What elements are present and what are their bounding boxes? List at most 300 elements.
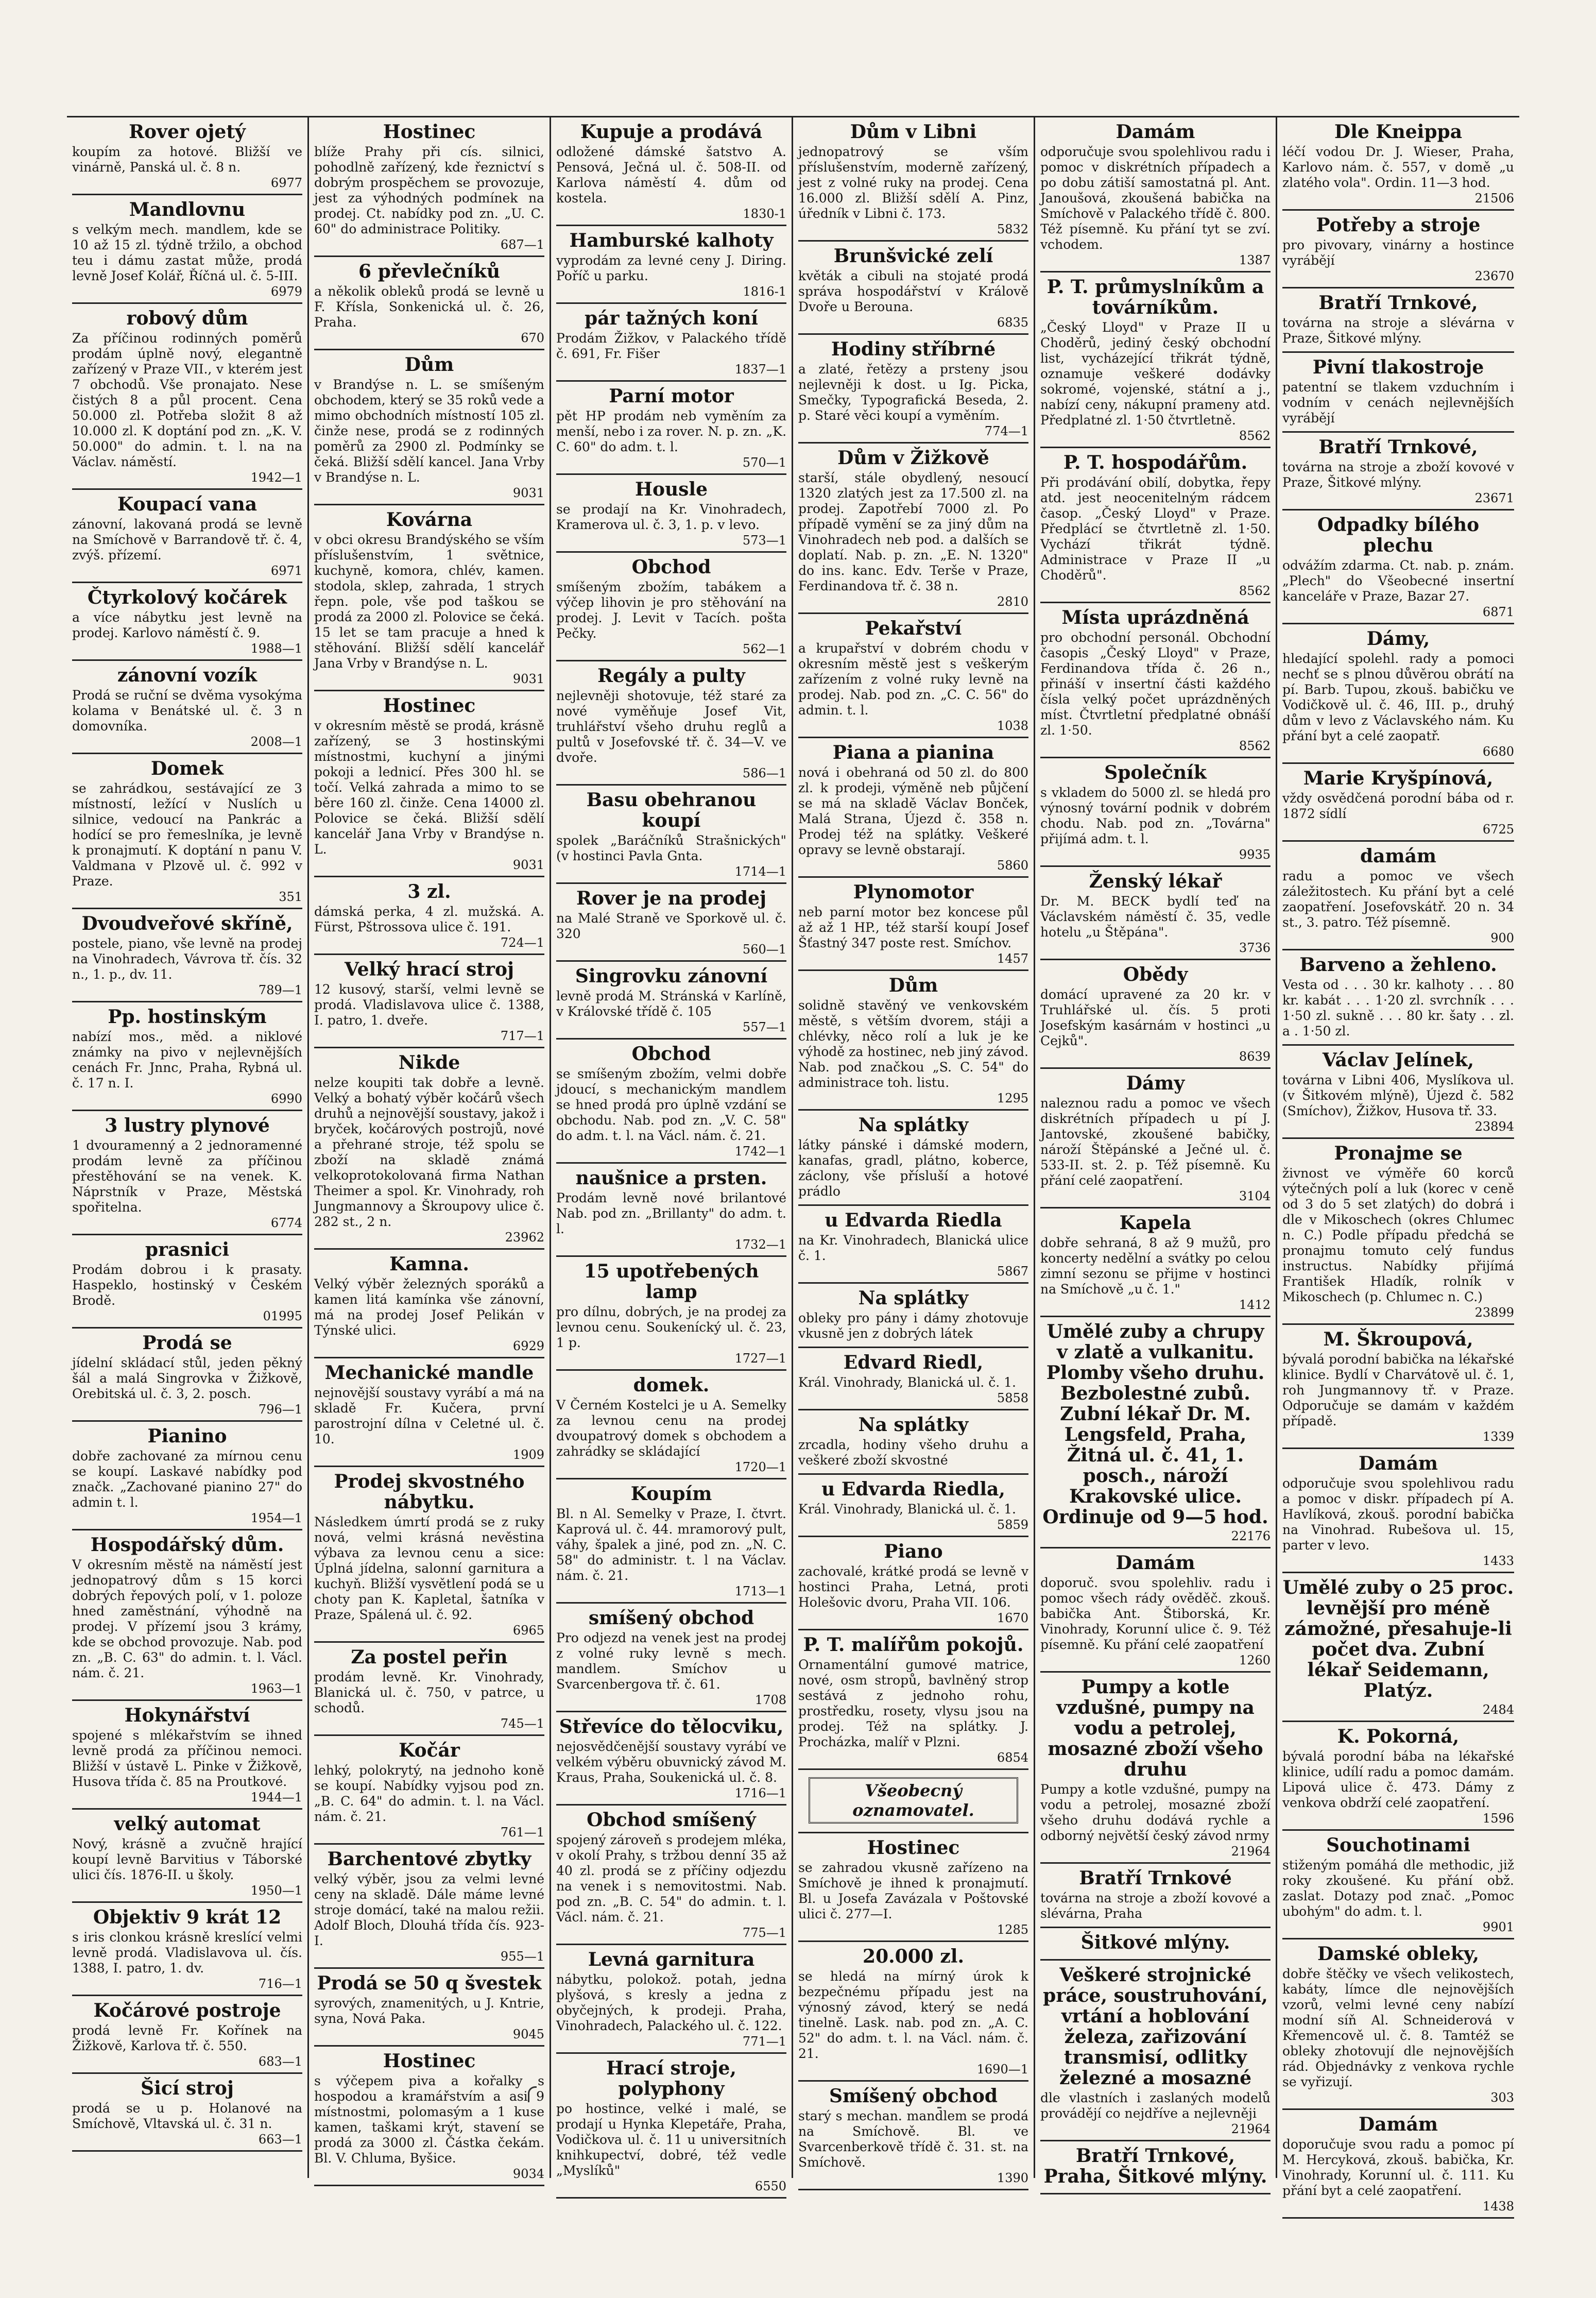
ad-text: nová i obehraná od 50 zl. do 800 zl. k prodeji, výměně neb půjčení se má na skladě Václav Bonček, Malá Strana, Újezd č. 358 n. Prodej též na splátky. Veškeré opravy se levně obstarají.	[798, 765, 1028, 857]
ad-heading: Barchentové zbytky	[327, 1848, 531, 1870]
classified-ad	[798, 1770, 1028, 1833]
ad-code: 1727—1	[734, 1351, 786, 1366]
ad-heading: Mandlovnu	[129, 199, 246, 220]
classified-ad	[798, 878, 1028, 971]
ad-heading: Dvoudveřové skříně,	[81, 913, 293, 934]
classified-ad	[1282, 1325, 1514, 1449]
classified-ad	[72, 304, 302, 490]
ad-heading: Prodá se 50 q švestek	[317, 1972, 542, 1994]
classified-ad	[1282, 1722, 1514, 1831]
ad-heading: Domek	[150, 758, 224, 779]
ad-code: 6550	[754, 2179, 786, 2193]
ad-text: po hostince, velké i malé, se prodají u Hynka Klepetáře, Praha, Vodičkova ul. č. 11 u universitních knihkupectví, dobré, též vedle „Myslíků"	[556, 2101, 786, 2178]
ad-text: se zahradou vkusně zařízeno na Smíchově je ihned k pronajmutí. Bl. u Josefa Zavázala v Poštovské ulici č. 277—I.	[798, 1860, 1028, 1921]
ad-code: 771—1	[742, 2034, 786, 2049]
ad-text: továrna v Libni 406, Myslíkova ul. (v Šitkovém mlýně), Újezd č. 582 (Smíchov), Žižkov, Husova tř. 33.	[1282, 1073, 1514, 1118]
ad-text: obleky pro pány i dámy zhotovuje vkusně jen z dobrých látek	[798, 1310, 1028, 1341]
ad-text: neb parní motor bez koncese půl až až 1 HP., též starší koupí Josef Šťastný 347 poste rest. Smíchov.	[798, 905, 1028, 950]
ad-text: Za příčinou rodinných poměrů prodám úplně nový, elegantně zařízený v Praze VII., v kterém jest 7 obchodů. Vše pronajato. Nese čistých 8 a půl procent. Cena 50.000 zl. Potřeba složit 8 až 10.000 zl. K doptání pod zn. „K. V. 50.000" do admin. t. l. na na Václav. náměstí.	[72, 331, 302, 469]
ad-text: Prodá se ruční se dvěma vysokýma kolama v Benátské ul. č. 3 n domovníka.	[72, 688, 302, 734]
ad-code: 573—1	[742, 533, 786, 548]
ad-text: odporučuje svou spolehlivou radu a pomoc v diskr. případech pí A. Havlíková, zkouš. porodní babička na Vinohrad. Rubešova ul. 15, parter v levo.	[1282, 1476, 1514, 1553]
classified-ad	[72, 1329, 302, 1422]
ad-text: pro pivovary, vinárny a hostince vyrábějí	[1282, 237, 1514, 268]
ad-code: 21964	[1231, 1844, 1271, 1859]
ad-code: 23899	[1474, 1305, 1514, 1320]
ad-heading: Na splátky	[858, 1287, 969, 1309]
ad-heading: 20.000 zl.	[863, 1946, 964, 1967]
ad-code: 3104	[1239, 1189, 1271, 1203]
ad-code: 761—1	[500, 1825, 544, 1840]
classified-ad	[556, 553, 786, 661]
ad-heading: Všeobecný oznamovatel.	[809, 1777, 1018, 1824]
ad-heading: Damám	[1116, 121, 1195, 143]
ad-code: 663—1	[258, 2132, 302, 2147]
ad-text: spojené s mlékařstvím se ihned levně prodá za příčinou nemoci. Bližší v ústavě L. Pinke v Žižkově, Husova třída č. 85 na Proutkové.	[72, 1728, 302, 1789]
ad-code: 6774	[270, 1216, 302, 1230]
ad-heading: Mechanické mandle	[324, 1362, 534, 1384]
ad-text: Následkem úmrtí prodá se z ruky nová, velmi krásná nevěstina výbava za levnou cenu a sice: Úplná jídelna, salonní garnitura a kuchyň. Bližší vysvětlení podá se u choty pan K. Kapletal, šatníka v Praze, Spálená ul. č. 92.	[314, 1514, 544, 1622]
ad-text: nábytku, polokož. potah, jedna plyšová, s kresly a jedna z obyčejných, k prodeji. Praha, Vinohradech, Palackého ul. č. 122.	[556, 1972, 786, 2033]
ad-code: 1942—1	[250, 470, 302, 485]
ad-text: zrcadla, hodiny všeho druhu a veškeré zboží skvostné	[798, 1437, 1028, 1468]
ad-code: 796—1	[258, 1402, 302, 1417]
ad-code: 6871	[1482, 605, 1514, 619]
ad-heading: Hospodářský dům.	[90, 1534, 284, 1556]
classified-ad	[798, 1630, 1028, 1770]
classified-ad	[556, 1479, 786, 1604]
ad-text: se prodají na Kr. Vinohradech, Kramerova ul. č. 3, 1. p. v levo.	[556, 502, 786, 532]
ad-code: 3736	[1239, 941, 1271, 955]
ad-code: 01995	[263, 1309, 302, 1323]
ad-text: 1 dvouramenný a 2 jednoramenné prodám levně za příčinou přestěhování se na venek. K. Náprstník v Praze, Městská spořitelna.	[72, 1138, 302, 1215]
ad-code: 2008—1	[250, 735, 302, 749]
classified-ad	[1040, 117, 1271, 273]
ad-text: domácí upravené za 20 kr. v Truhlářské ul. čís. 5 proti Josefským kasárnám v hostinci „u Cejků".	[1040, 987, 1271, 1048]
ad-text: a krupařství v dobrém chodu v okresním městě jest s veškerým zařízením z volné ruky levně na prodej. Nab. pod zn. „C. C. 56" do admin. t. l.	[798, 641, 1028, 718]
ad-text: dámská perka, 4 zl. mužská. A. Fürst, Pštrossova ulice č. 191.	[314, 904, 544, 934]
ad-heading: Dům v Žižkově	[837, 447, 989, 469]
classified-ad	[556, 2054, 786, 2199]
ad-text: Dr. M. BECK bydlí teď na Václavském náměstí č. 35, vedle hotelu „u Štěpána".	[1040, 894, 1271, 940]
ad-column	[1035, 117, 1277, 2187]
classified-ad	[798, 1833, 1028, 1942]
ad-heading: 15 upotřebených lamp	[584, 1261, 759, 1303]
ad-heading: 3 lustry plynové	[105, 1115, 270, 1136]
ad-code: 351	[279, 890, 302, 904]
classified-ad	[556, 475, 786, 553]
ad-heading: Na splátky	[858, 1414, 969, 1436]
ad-code: 1438	[1482, 2199, 1514, 2214]
ad-text: a několik obleků prodá se levně u F. Křísla, Sonkenická ul. č. 26, Praha.	[314, 284, 544, 330]
classified-ad	[72, 195, 302, 304]
classified-ad	[1282, 433, 1514, 510]
ad-column	[793, 117, 1035, 2185]
ad-code: 23670	[1474, 269, 1514, 283]
ad-code: 1295	[997, 1091, 1028, 1105]
classified-ad	[1040, 448, 1271, 603]
ad-text: patentní se tlakem vzduchním i vodním v cenách nejlevnějších vyrábějí	[1282, 380, 1514, 425]
ad-heading: Koupací vana	[117, 493, 258, 515]
ad-text: léčí vodou Dr. J. Wieser, Praha, Karlovo nám. č. 557, v domě „u zlatého vola". Ordin. 11—3 hod.	[1282, 144, 1514, 190]
classified-ad	[314, 1643, 544, 1736]
ad-code: 774—1	[984, 424, 1028, 438]
classified-ad	[72, 1996, 302, 2074]
ad-heading: Šicí stroj	[141, 2078, 234, 2099]
ad-text: 12 kusový, starší, velmi levně se prodá. Vladislavova ulice č. 1388, I. patro, 1. dveře.	[314, 982, 544, 1028]
ad-text: Prodám levně nové brilantové Nab. pod zn. „Brillanty" do adm. t. l.	[556, 1190, 786, 1236]
ad-code: 775—1	[742, 1926, 786, 1940]
classified-ad	[1040, 867, 1271, 960]
ad-text: Prodám dobrou i k prasaty. Haspeklo, hostinský v Českém Brodě.	[72, 1262, 302, 1308]
ad-code: 687—1	[500, 237, 544, 252]
ad-code: 557—1	[742, 1020, 786, 1034]
ad-heading: Umělé zuby o 25 proc. levnější pro méně zámožné, přesahuje-li počet dva. Zubní lékař Seidemann, Platýz.	[1282, 1577, 1514, 1701]
ad-heading: Prodá se	[142, 1332, 232, 1354]
ad-text: V Černém Kostelci je u A. Semelky za levnou cenu na prodej dvoupatrový domek s obchodem a zahrádky se skládající	[556, 1398, 786, 1459]
ad-code: 1720—1	[734, 1460, 786, 1474]
ad-text: blíže Prahy při cís. silnici, pohodlně zařízený, kde řeznictví s dobrým prospěchem se provozuje, jest za výhodných podmínek na prodej. Ct. nabídky pod zn. „U. C. 60" do administrace Politiky.	[314, 144, 544, 236]
ad-code: 1716—1	[734, 1786, 786, 1800]
classified-ad	[798, 2082, 1028, 2190]
classified-ad	[1282, 1939, 1514, 2110]
ad-code: 21964	[1231, 2122, 1271, 2136]
ad-heading: Potřeby a stroje	[1316, 214, 1481, 236]
ad-text: dobře štěčky ve všech velikostech, kabáty, límce dle nejnovějších vzorů, velmi levné ceny nabízí modní síň Al. Schneiderová v Křemencově ul. č. 8. Tamtéž se obleky zhotovují dle nejnovějších rád. Objednávky z venkova rychle se vyřizují.	[1282, 1966, 1514, 2089]
ad-text: pro dílnu, dobrých, je na prodej za levnou cenu. Soukenícký ul. č. 23, 1 p.	[556, 1304, 786, 1350]
ad-heading: Dům v Libni	[850, 121, 977, 143]
classified-ad	[1282, 2110, 1514, 2219]
ad-heading: M. Škroupová,	[1323, 1329, 1473, 1350]
ad-code: 8562	[1239, 584, 1271, 598]
classified-ad	[72, 1701, 302, 1810]
ad-code: 900	[1490, 931, 1514, 945]
ad-text: doporuč. svou spolehliv. radu i pomoc všech rády ověděč. zkouš. babička Ant. Štiborská, Kr. Vinohrady, Korunní ulice č. 9. Též písemně. Ku přání celé zaopatření	[1040, 1575, 1271, 1652]
classified-ad	[798, 614, 1028, 738]
classified-ad	[556, 884, 786, 962]
ad-heading: Edvard Riedl,	[843, 1352, 984, 1373]
ad-heading: Regály a pulty	[597, 665, 745, 687]
ad-heading: Parní motor	[609, 385, 734, 407]
ad-heading: Obchod	[631, 556, 711, 578]
ad-heading: Hostinec	[383, 2050, 476, 2072]
ad-heading: damám	[1360, 845, 1436, 867]
ad-text: v Brandýse n. L. se smíšeným obchodem, který se 35 roků vede a mimo obchodních místností 105 zl. činže nese, prodá se z rodinných poměrů za 2900 zl. Podmínky se čeká. Bližší sdělí kancel. Jana Vrby v Brandýse n. L.	[314, 377, 544, 485]
ad-text: levně prodá M. Stránská v Karlíně, v Královské třídě č. 105	[556, 989, 786, 1019]
ad-text: V okresním městě na náměstí jest jednopatrový dům s 15 korci dobrých řepových polí, v 1. poloze hned zaměstnání, výhodně na prodej. V přízemí jsou 3 krámy, kde se obchod provozuje. Nab. pod zn. „B. C. 63" do admin. t. l. Václ. nám. č. 21.	[72, 1557, 302, 1680]
ad-text: zachovalé, krátké prodá se levně v hostinci Praha, Letná, proti Holešovic dvoru, Praha VII. 106.	[798, 1564, 1028, 1610]
classified-ad	[72, 1810, 302, 1903]
classified-ad	[72, 909, 302, 1002]
ad-text: odložené dámské šatstvo A. Pensová, Ječná ul. č. 508-II. od Karlova náměstí 4. dům od kostela.	[556, 144, 786, 206]
classified-ad	[1282, 1831, 1514, 1939]
classified-ad	[72, 2074, 302, 2152]
ad-heading: Basu obehranou koupí	[586, 789, 757, 831]
classified-ad	[72, 661, 302, 754]
ad-text: nejlevněji shotovuje, též staré za nové vyměňuje Josef Vit, truhlářství všeho druhu reglů a pultů v Josefovské tř. č. 34—V. ve dvoře.	[556, 688, 786, 765]
ad-text: se hledá na mírný úrok k bezpečnému případu jest na výnosný závod, který se nedá tinelně. Lask. nab. pod zn. „A. C. 52" do adm. t. l. na Václ. nám. č. 21.	[798, 1969, 1028, 2061]
ad-code: 6854	[997, 1750, 1028, 1765]
ad-code: 1909	[512, 1448, 544, 1462]
ad-code: 9034	[512, 2167, 544, 2181]
classified-ad	[314, 2047, 544, 2186]
classified-ads-grid	[67, 116, 1519, 2214]
ad-code: 6971	[270, 564, 302, 578]
ad-code: 8562	[1239, 429, 1271, 443]
classified-ad	[556, 661, 786, 786]
ad-code: 6725	[1482, 822, 1514, 837]
ad-code: 1433	[1482, 1554, 1514, 1568]
ad-heading: Umělé zuby a chrupy v zlatě a vulkanitu. Plomby všeho druhu. Bezbolestné zubů. Zubní lékař Dr. M. Lengsfeld, Praha, Žitná ul. č. 41, 1. posch., nároží Krakovské ulice. Ordinuje od 9—5 hod.	[1042, 1321, 1268, 1528]
classified-ad	[72, 117, 302, 195]
ad-heading: Místa uprázdněná	[1061, 607, 1249, 628]
ad-text: vyprodám za levné ceny J. Diring. Poříč u parku.	[556, 253, 786, 283]
ad-code: 1260	[1239, 1653, 1271, 1667]
ad-text: starší, stále obydlený, nesoucí 1320 zlatých jest za 17.500 zl. na prodej. Zapotřebí 7000 zl. Po případě vymění se za jiný dům na Vinohradech neb pod. a dalších se doplatí. Nab. p. zn. „E. N. 1320" do ins. kanc. Edv. Terše v Praze, Ferdinandova tř. č. 38 n.	[798, 470, 1028, 593]
ad-heading: domek.	[633, 1374, 710, 1396]
ad-heading: 6 převlečníků	[358, 261, 500, 282]
ad-text: se smíšeným zbožím, velmi dobře jdoucí, s mechanickým mandlem se hned prodá pro úplně vzdání se obchodu. Nab. pod zn. „V. C. 58" do adm. t. l. na Václ. nám. č. 21.	[556, 1066, 786, 1143]
classified-ad	[798, 444, 1028, 614]
classified-ad	[1040, 2141, 1271, 2194]
ad-heading: Na splátky	[858, 1114, 969, 1136]
classified-ad	[314, 877, 544, 955]
ad-code: 2484	[1482, 1703, 1514, 1717]
ad-heading: Hostinec	[867, 1837, 960, 1859]
ad-heading: Dámy	[1126, 1073, 1185, 1094]
ad-heading: Kapela	[1119, 1212, 1192, 1234]
ad-code: 670	[521, 331, 544, 345]
classified-ad	[556, 1257, 786, 1371]
classified-ad	[314, 691, 544, 877]
classified-ad	[1282, 624, 1514, 764]
classified-ad	[314, 257, 544, 350]
ad-heading: Kupuje a prodává	[580, 121, 763, 143]
ad-code: 1387	[1239, 253, 1271, 267]
ad-code: 2810	[997, 594, 1028, 609]
classified-ad	[1040, 1864, 1271, 1928]
ad-text: doporučuje svou radu a pomoc pí M. Hercyková, zkouš. babička, Kr. Vinohrady, Korunní ul. č. 111. Ku přání byt a celé zaopatření.	[1282, 2137, 1514, 2198]
classified-ad	[1282, 764, 1514, 842]
ad-code: 6835	[997, 315, 1028, 330]
ad-text: lehký, polokrytý, na jednoho koně se koupí. Nabídky vyjsou pod zn. „B. C. 64" do admin. t. l. na Václ. nám. č. 21.	[314, 1763, 544, 1824]
ad-code: 716—1	[258, 1977, 302, 1991]
ad-code: 789—1	[258, 983, 302, 997]
classified-ad	[1040, 758, 1271, 867]
classified-ad	[556, 1712, 786, 1806]
classified-ad	[1282, 117, 1514, 211]
classified-ad	[798, 1942, 1028, 2082]
ad-text: továrna na stroje a zboží kovové v Praze, Šitkové mlýny.	[1282, 459, 1514, 490]
classified-ad	[556, 1040, 786, 1164]
classified-ad	[556, 786, 786, 884]
ad-heading: Rover je na prodej	[576, 888, 766, 909]
ad-heading: u Edvarda Riedla,	[821, 1478, 1005, 1500]
ad-heading: Václav Jelínek,	[1322, 1049, 1474, 1071]
classified-ad	[314, 1250, 544, 1358]
classified-ad	[314, 505, 544, 691]
ad-heading: Brunšvické zelí	[833, 245, 993, 267]
classified-ad	[556, 962, 786, 1040]
ad-code: 9901	[1482, 1920, 1514, 1934]
ad-heading: Pianino	[147, 1425, 227, 1447]
ad-text: radu a pomoc ve všech záležitostech. Ku přání byt a celé zaopatření. Josefovskátř. 20 n. 34 st., 3. patro. Též písemně.	[1282, 869, 1514, 930]
classified-ad	[1282, 1573, 1514, 1722]
classified-ad	[1282, 510, 1514, 624]
ad-heading: robový dům	[126, 308, 248, 329]
ad-code: 9935	[1239, 847, 1271, 862]
classified-ad	[556, 1806, 786, 1945]
classified-ad	[314, 350, 544, 505]
ad-text: spolek „Baráčníků Strašnických" (v hostinci Pavla Gnta.	[556, 833, 786, 863]
classified-ad	[798, 738, 1028, 878]
ad-text: živnost ve výměře 60 korců výtečných polí a luk (korec v ceně od 3 do 5 set zlatých) do dobrá i dle v Mikoschech (okres Chlumec n. C.) Podle případu předchá se pronajmu tomuto celý fundus instructus. Nabídky přijímá František Hladík, rolník v Mikoschech (p. Chlumec n. C.)	[1282, 1166, 1514, 1304]
ad-code: 1944—1	[250, 1790, 302, 1805]
ad-heading: Za postel peřin	[351, 1646, 508, 1668]
ad-heading: Souchotinami	[1326, 1834, 1470, 1856]
ad-text: továrna na stroje a slévárna v Praze, Šitkové mlýny.	[1282, 315, 1514, 346]
ad-column	[67, 117, 309, 2178]
ad-code: 560—1	[742, 942, 786, 957]
ad-heading: Obchod smíšený	[587, 1809, 756, 1831]
ad-text: Prodám Žižkov, v Palackého třídě č. 691, Fr. Fišer	[556, 331, 786, 361]
classified-ad	[1040, 1673, 1271, 1864]
ad-text: „Český Lloyd" v Praze II u Choděrů, jediný český obchodní list, vycházející třikrát týdně, oznamuje veškeré dodávky sokromé, vojenské, státní a j., nabízí ceny, nákupní prameny atd. Předplatné zl. 1·50 čtvrtletně.	[1040, 320, 1271, 428]
classified-ad	[72, 490, 302, 583]
ad-text: smíšeným zbožím, tabákem a výčep lihovin je pro stěhování na prodej. J. Levit v Tacích. pošta Pečky.	[556, 580, 786, 641]
ad-text: syrových, znamenitých, u J. Kntrie, syna, Nová Paka.	[314, 1996, 544, 2026]
ad-code: 22176	[1231, 1529, 1271, 1543]
ad-text: zánovní, lakovaná prodá se levně na Smíchově v Barrandově tř. č. 4, zvýš. přízemí.	[72, 517, 302, 563]
classified-ad	[556, 1164, 786, 1257]
classified-ad	[1040, 1961, 1271, 2141]
ad-heading: Bratří Trnkové, Praha, Šitkové mlýny.	[1043, 2145, 1267, 2187]
ad-heading: Hokynářství	[124, 1705, 250, 1726]
ad-text: pro obchodní personál. Obchodní časopis „Český Lloyd" v Praze, Ferdinandova třída č. 26 n., přináší v insertní části každého čísla velký počet uprázdněných míst. Čtvrtletní předplatné obnáší zl. 1·50.	[1040, 630, 1271, 738]
ad-heading: Rover ojetý	[129, 121, 246, 143]
ad-text: bývalá porodní babička na lékařské klinice. Bydlí v Charvátově ul. č. 1, roh Jungmannovy tř. v Praze. Odporučuje se damám v každém případě.	[1282, 1352, 1514, 1428]
ad-text: továrna na stroje a zboží kovové a slévárna, Praha	[1040, 1891, 1271, 1921]
ad-heading: Piano	[884, 1541, 943, 1562]
ad-code: 1713—1	[734, 1584, 786, 1598]
classified-ad	[798, 242, 1028, 335]
ad-code: 1732—1	[734, 1237, 786, 1252]
ad-text: na Malé Straně ve Sporkově ul. č. 320	[556, 911, 786, 941]
classified-ad	[556, 1945, 786, 2054]
classified-ad	[798, 971, 1028, 1111]
classified-ad	[314, 1969, 544, 2047]
ad-text: prodá se u p. Holanové na Smíchově, Vltavská ul. č. 31 n.	[72, 2101, 302, 2131]
ad-heading: Dům	[888, 975, 938, 996]
ad-text: Bl. n Al. Semelky v Praze, I. čtvrt. Kaprová ul. č. 44. mramorový pult, váhy, špalek a jiné, pod zn. „N. C. 58" do administr. t. l na Václav. nám. č. 21.	[556, 1506, 786, 1583]
ad-heading: P. T. hospodářům.	[1063, 452, 1248, 473]
ad-text: solidně stavěný ve venkovském městě, s větším dvorem, stáji a chlévky, něco rolí a luk je ke výhodě za hostinec, neb jiný závod. Nab. pod značkou „S. C. 54" do administrace toh. listu.	[798, 998, 1028, 1090]
ad-text: naleznou radu a pomoc ve všech diskrétních případech u pí J. Jantovské, zkoušené babičky, nároží Štěpánské a Ječné ul. č. 533-II. st. 2. p. Též písemně. Ku přání celé zaopatření.	[1040, 1096, 1271, 1188]
ad-code: 6977	[270, 176, 302, 190]
ad-text: dobře zachované za mírnou cenu se koupí. Laskavé nabídky pod značk. „Zachované pianino 27" do admin t. l.	[72, 1449, 302, 1510]
ad-heading: Pp. hostinským	[108, 1006, 267, 1028]
ad-heading: Objektiv 9 krát 12	[93, 1907, 282, 1928]
ad-code: 745—1	[500, 1716, 544, 1731]
classified-ad	[798, 117, 1028, 242]
ad-text: Pumpy a kotle vzdušné, pumpy na vodu a petrolej, mosazné zboží všeho druhu dodává rychle a odborný největší český závod nrmy	[1040, 1782, 1271, 1843]
ad-code: 1285	[997, 1922, 1028, 1937]
ad-heading: Damám	[1116, 1552, 1195, 1574]
ad-heading: 3 zl.	[407, 881, 451, 903]
ad-code: 9031	[512, 672, 544, 686]
ad-code: 5832	[997, 222, 1028, 236]
ad-text: květák a cibuli na stojaté prodá správa hospodářství v Králově Dvoře u Berouna.	[798, 268, 1028, 314]
ad-text: Velký výběr železných sporáků a kamen litá kamínka vše zánovní, má na prodej Josef Pelikán v Týnské ulici.	[314, 1276, 544, 1338]
ad-code: 1954—1	[250, 1511, 302, 1525]
ad-heading: Prodej skvostného nábytku.	[334, 1471, 525, 1513]
ad-heading: Damské obleky,	[1317, 1943, 1479, 1965]
classified-ad	[314, 1467, 544, 1643]
ad-code: 5867	[997, 1264, 1028, 1279]
classified-ad	[314, 955, 544, 1048]
ad-heading: Obědy	[1123, 964, 1188, 985]
ad-heading: zánovní vozík	[117, 665, 258, 686]
ad-text: a více nábytku jest levně na prodej. Karlovo náměstí č. 9.	[72, 610, 302, 640]
ad-heading: prasnici	[145, 1239, 230, 1261]
classified-ad	[1282, 353, 1514, 433]
classified-ad	[556, 382, 786, 475]
ad-text: Nový, krásně a zvučně hrající koupí levně Barvitius v Táborské ulici čís. 1876-II. u školy.	[72, 1836, 302, 1882]
ad-heading: Obchod	[631, 1043, 711, 1065]
ad-text: pět HP prodám neb vyměním za menší, nebo i za rover. N. p. zn. „K. C. 60" do adm. t. l.	[556, 408, 787, 454]
classified-ad	[314, 1048, 544, 1250]
ad-text: jednopatrový se vším příslušenstvím, moderně zařízený, jest z volné ruky na prodej. Cena 16.000 zl. Bližší sdělí A. Pinz, úředník v Libni č. 173.	[798, 144, 1028, 221]
classified-ad	[1282, 1139, 1514, 1325]
classified-ad	[1040, 960, 1271, 1069]
ad-heading: Hamburské kalhoty	[569, 230, 774, 251]
ad-heading: Koupím	[630, 1483, 712, 1505]
classified-ad	[72, 1111, 302, 1235]
ad-code: 1339	[1482, 1429, 1514, 1444]
ad-code: 717—1	[500, 1029, 544, 1043]
ad-text: bývalá porodní bába na lékařské klinice, udílí radu a pomoc damám. Lipová ulice č. 473. Dámy z venkova obdrží celé zaopatření.	[1282, 1749, 1514, 1810]
classified-ad	[798, 1475, 1028, 1537]
ad-text: s výčepem piva a kořalky s hospodou a kramářstvím a asi 9 místnostmi, polomasým a 1 kuse kamen, taškami krýt, stavení se prodá za 3000 zl. Částka čekám. Bl. V. Chluma, Byšice.	[314, 2073, 544, 2166]
ad-code: 8562	[1239, 739, 1271, 753]
classified-ad	[798, 1410, 1028, 1475]
ad-code: 1988—1	[250, 641, 302, 656]
classified-ad	[1040, 1069, 1271, 1208]
ad-heading: u Edvarda Riedla	[825, 1210, 1002, 1231]
classified-ad	[72, 583, 302, 661]
ad-code: 1714—1	[734, 864, 786, 879]
ad-heading: P. T. průmyslníkům a továrníkům.	[1046, 276, 1264, 318]
ad-text: látky pánské i dámské modern, kanafas, gradl, plátno, koberce, záclony, vše přísluší a hotové prádlo	[798, 1137, 1028, 1199]
classified-ad	[1282, 211, 1514, 288]
ad-heading: Damám	[1358, 1453, 1438, 1474]
ad-code: 724—1	[500, 935, 544, 950]
ad-text: nejnovější soustavy vyrábí a má na skladě Fr. Kučera, první parostrojní dílna v Celetné ul. č. 10.	[314, 1385, 544, 1446]
ad-heading: Kovárna	[386, 509, 473, 531]
classified-ad	[1040, 1548, 1271, 1673]
ad-heading: smíšený obchod	[588, 1607, 754, 1629]
ad-code: 5859	[997, 1518, 1028, 1532]
ad-code: 1390	[997, 2171, 1028, 2185]
ad-text: spojený zároveň s prodejem mléka, v okolí Prahy, s tržbou denní 35 až 40 zl. prodá se z příčiny odjezdu na venek i s nemovitostmi. Nab. pod zn. „B. C. 54" do admin. t. l. Václ. nám. č. 21.	[556, 1832, 786, 1925]
ad-heading: K. Pokorná,	[1337, 1726, 1460, 1747]
classified-ad	[314, 1358, 544, 1467]
ad-text: s iris clonkou krásně kreslící velmi levně prodá. Vladislavova ul. čís. 1388, I. patro, 1. dv.	[72, 1930, 302, 1976]
classified-ad	[314, 1845, 544, 1969]
classified-ad	[798, 335, 1028, 444]
ad-code: 6965	[512, 1623, 544, 1638]
ad-text: Ornamentální gumové matrice, nové, osm stropů, bavlněný strop sestává z jednoho rohu, prostředku, rosety, vlysu jsou na prodej. Též na splátky. J. Procházka, malíř v Plzni.	[798, 1657, 1028, 1749]
